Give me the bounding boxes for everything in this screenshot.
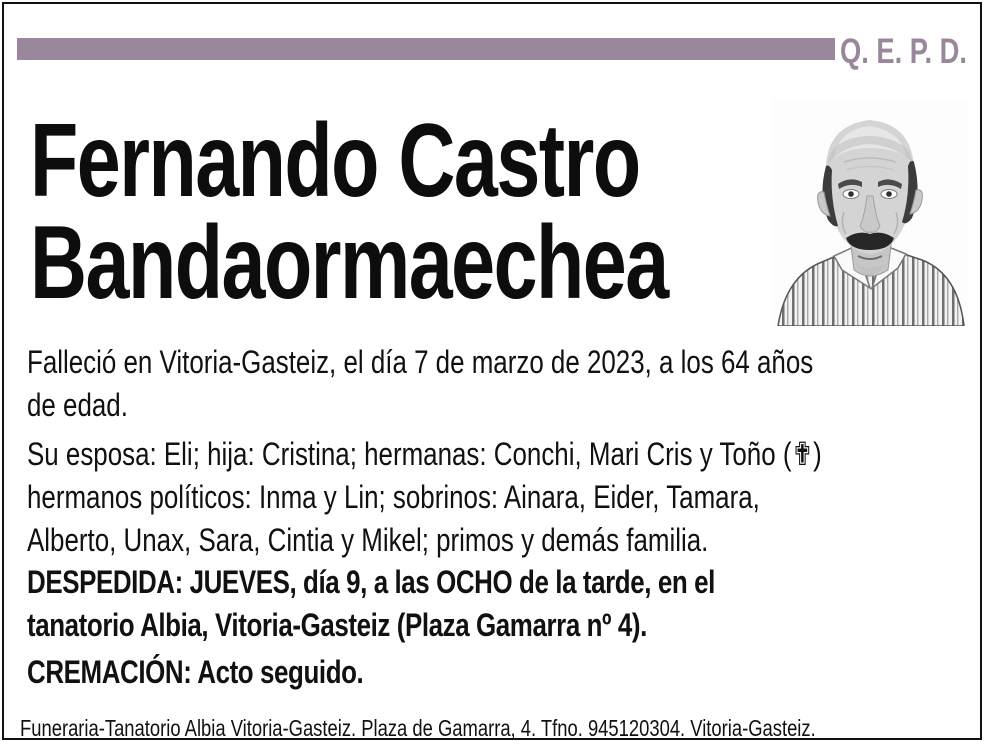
cremation-notice-text [27, 651, 442, 694]
top-accent-bar [17, 38, 835, 60]
death-notice-text [27, 341, 988, 427]
family-line-2: hermanos políticos: Inma y Lin; sobrinos: Ainara, Eider, Tamara, [27, 479, 760, 515]
cremation-line: CREMACIÓN: Acto seguido. [27, 654, 364, 690]
obituary-card [2, 2, 982, 740]
funeral-home-footer: Funeraria-Tanatorio Albia Vitoria-Gasteiz. Plaza de Gamarra, 4. Tfno. 945120304. Vitoria-Gasteiz. [20, 715, 816, 741]
deceased-name-line-1: Fernando Castro [30, 103, 640, 219]
deceased-name [30, 103, 869, 321]
farewell-line-2: tanatorio Albia, Vitoria-Gasteiz (Plaza Gamarra nº 4). [27, 607, 647, 643]
farewell-line-1: DESPEDIDA: JUEVES, día 9, a las OCHO de la tarde, en el [27, 564, 715, 600]
family-line-3: Alberto, Unax, Sara, Cintia y Mikel; primos y demás familia. [27, 522, 709, 558]
deceased-portrait-photo [772, 100, 968, 326]
farewell-notice-text [27, 561, 876, 647]
qepd-label: Q. E. P. D. [840, 32, 967, 71]
family-line-1: Su esposa: Eli; hija: Cristina; hermanas: Conchi, Mari Cris y Toño (✟) [27, 436, 822, 472]
death-notice-line-2: de edad. [27, 387, 128, 423]
family-notice-text [27, 433, 988, 562]
death-notice-line-1: Falleció en Vitoria-Gasteiz, el día 7 de marzo de 2023, a los 64 años [27, 344, 814, 380]
deceased-name-line-2: Bandaormaechea [30, 205, 668, 321]
